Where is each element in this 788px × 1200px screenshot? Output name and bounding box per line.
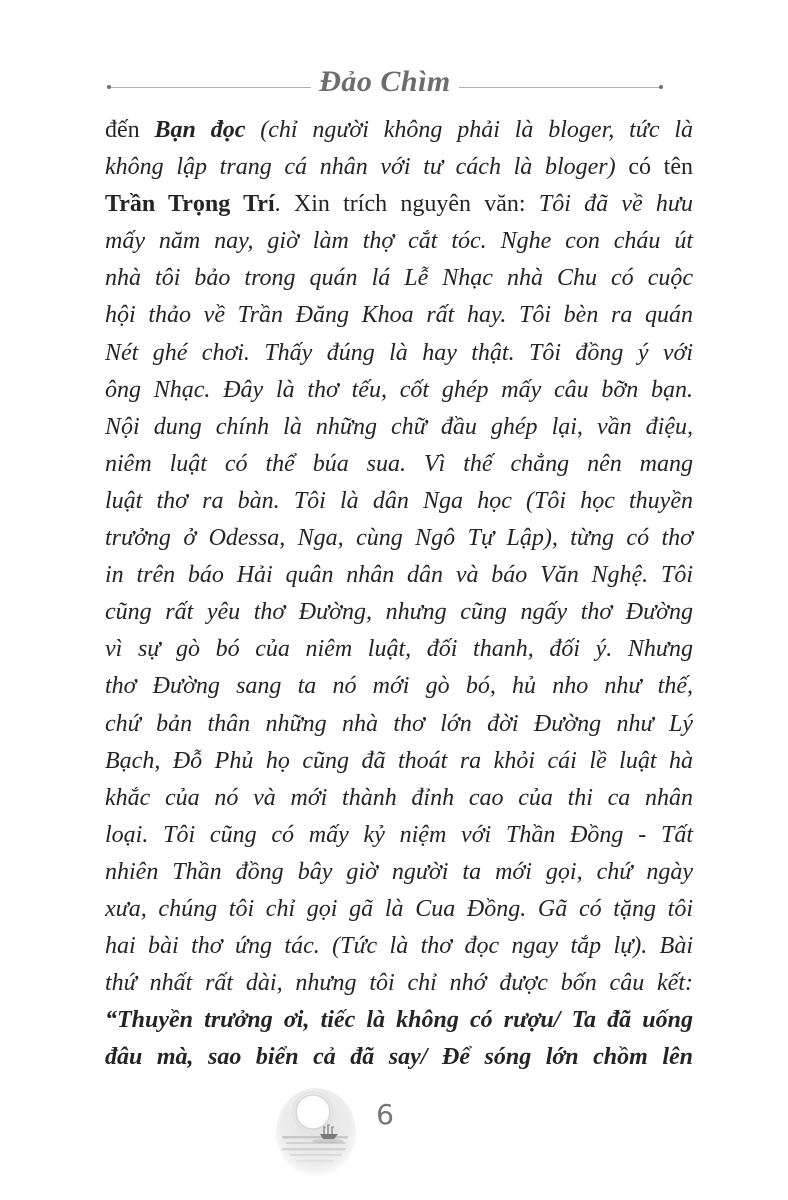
text-line [105,223,693,260]
text-line [105,965,693,1002]
text-segment: ông Nhạc. Đây là thơ tếu, cốt ghép mấy câu bỡn bạn. [105,376,693,403]
text-line [105,668,693,705]
text-segment: không lập trang cá nhân với tư cách là bloger) [105,154,616,181]
text-line [105,335,693,372]
text-line [105,780,693,817]
text-segment: hai bài thơ ứng tác. (Tức là thơ đọc ngay tắp lự). Bài [105,933,693,960]
text-segment: chứ bản thân những nhà thơ lớn đời Đường như Lý [105,710,693,737]
text-segment: vì sự gò bó của niêm luật, đối thanh, đối ý. Nhưng [105,636,693,663]
text-line [105,854,693,891]
text-line [105,186,693,223]
text-line [105,891,693,928]
text-segment: nhiên Thần đồng bây giờ người ta mới gọi, chứ ngày [105,858,693,885]
text-line [105,631,693,668]
header-right-dot-icon [659,85,663,89]
book-title-header: Đảo Chìm [319,65,451,98]
text-segment: đâu mà, sao biển cả đã say/ Để sóng lớn chồm lên [105,1044,693,1071]
text-segment: Nét ghé chơi. Thấy đúng là hay thật. Tôi đồng ý với [105,339,693,366]
text-segment: Bạch, Đỗ Phủ họ cũng đã thoát ra khỏi cái lề luật hà [105,747,693,774]
text-segment: in trên báo Hải quân nhân dân và báo Văn Nghệ. Tôi [105,562,693,589]
header-left-rule [111,87,311,88]
text-segment: Bạn đọc [154,117,246,143]
text-segment: “Thuyền trưởng ơi, tiếc là không có rượu/ Ta đã uống [105,1007,693,1034]
text-segment: . Xin trích nguyên văn: [274,191,539,218]
text-segment: thơ Đường sang ta nó mới gò bó, hủ nho như thế, [105,673,693,700]
text-line [105,817,693,854]
text-segment: thứ nhất rất dài, nhưng tôi chỉ nhớ được bốn câu kết: [105,970,693,997]
text-segment: hội thảo về Trần Đăng Khoa rất hay. Tôi bèn ra quán [105,302,693,329]
text-line [105,260,693,297]
text-segment: đến [105,117,155,143]
text-line [105,557,693,594]
text-segment: cũng rất yêu thơ Đường, nhưng cũng ngấy thơ Đường [105,599,693,626]
text-segment: (chỉ người không phải là bloger, tức là [245,117,694,143]
text-line [105,928,693,965]
text-segment: mấy năm nay, giờ làm thợ cắt tóc. Nghe con cháu út [105,228,693,255]
text-segment: trưởng ở Odessa, Nga, cùng Ngô Tự Lập), từng có thơ [105,525,693,552]
text-line [105,149,693,186]
text-line [105,409,693,446]
text-line [105,483,693,520]
text-line [105,594,693,631]
header-right-rule [459,87,659,88]
text-line [105,706,693,743]
text-line [105,112,693,149]
text-segment: có tên [615,154,693,181]
text-segment: nhà tôi bảo trong quán lá Lễ Nhạc nhà Chu có cuộc [105,265,693,292]
text-line [105,1002,693,1039]
body-text-block [105,112,693,1076]
text-line [105,446,693,483]
text-line [105,372,693,409]
text-line [105,1039,693,1076]
text-segment: luật thơ ra bàn. Tôi là dân Nga học (Tôi học thuyền [105,487,693,514]
text-line [105,297,693,334]
text-segment: loại. Tôi cũng có mấy kỷ niệm với Thần Đồng - Tất [105,821,693,848]
text-segment: xưa, chúng tôi chỉ gọi gã là Cua Đồng. Gã có tặng tôi [105,895,693,922]
text-line [105,743,693,780]
text-line [105,520,693,557]
text-segment: Nội dung chính là những chữ đầu ghép lại, vần điệu, [105,413,693,440]
page-number: 6 [376,1098,394,1131]
text-segment: Tôi đã về hưu [538,191,693,218]
running-header [107,66,663,106]
text-segment: khắc của nó và mới thành đỉnh cao của thi ca nhân [105,784,693,811]
text-segment: niêm luật có thể búa sua. Vì thế chẳng nên mang [105,450,693,477]
text-segment: Trần Trọng Trí [105,191,275,218]
